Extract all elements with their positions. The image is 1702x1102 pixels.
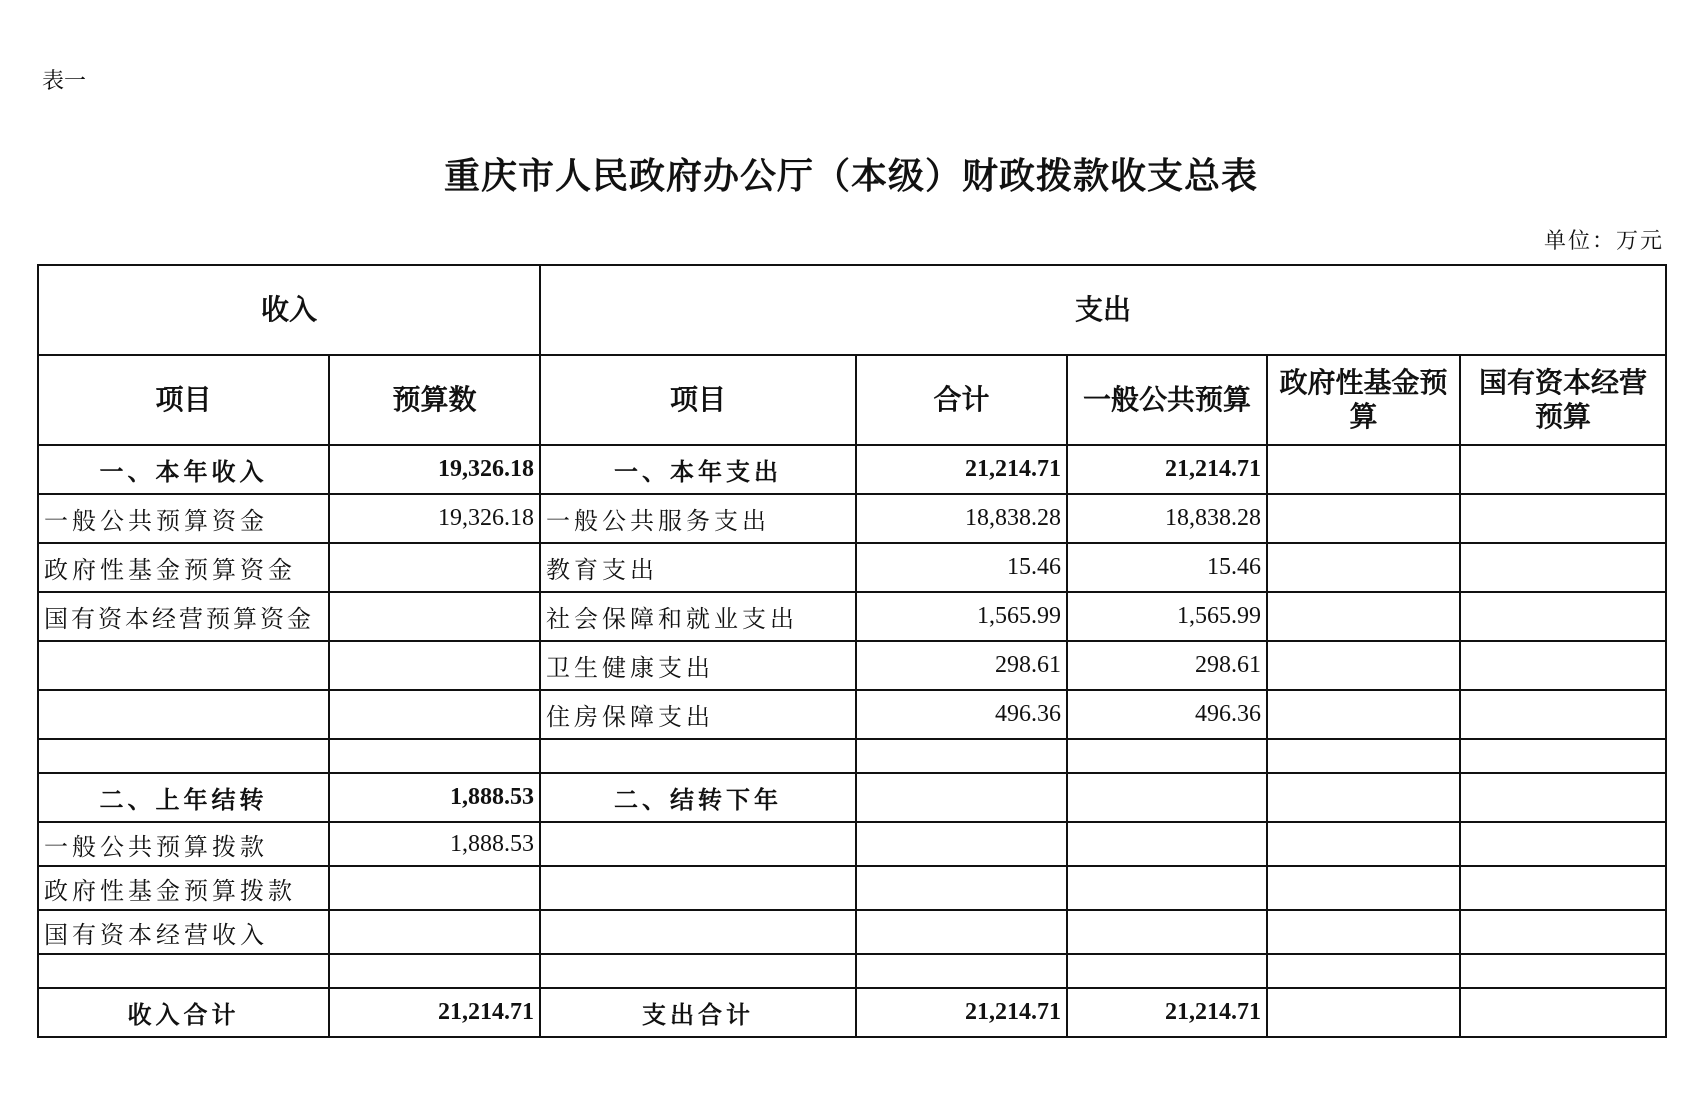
income-value — [329, 690, 540, 739]
expense-state-capital — [1460, 773, 1666, 822]
expense-label: 住房保障支出 — [540, 690, 856, 739]
expense-state-capital — [1460, 690, 1666, 739]
expense-general: 15.46 — [1067, 543, 1267, 592]
expense-gov-fund — [1267, 543, 1460, 592]
expense-item-header: 项目 — [540, 355, 856, 445]
expense-state-capital-header: 国有资本经营预算 — [1460, 355, 1666, 445]
expense-gov-fund — [1267, 641, 1460, 690]
table-row — [38, 543, 1666, 592]
spacer-row — [38, 954, 1666, 988]
expense-general — [1067, 773, 1267, 822]
table-row — [38, 641, 1666, 690]
expense-label: 社会保障和就业支出 — [540, 592, 856, 641]
expense-label: 一、本年支出 — [540, 445, 856, 494]
income-label: 政府性基金预算资金 — [38, 543, 329, 592]
income-label — [38, 641, 329, 690]
income-value: 1,888.53 — [329, 822, 540, 866]
table-row — [38, 910, 1666, 954]
income-value: 19,326.18 — [329, 445, 540, 494]
expense-general: 21,214.71 — [1067, 445, 1267, 494]
expense-state-capital — [1460, 988, 1666, 1037]
expense-total: 15.46 — [856, 543, 1067, 592]
expense-general-header: 一般公共预算 — [1067, 355, 1267, 445]
expense-general: 18,838.28 — [1067, 494, 1267, 543]
expense-state-capital — [1460, 641, 1666, 690]
expense-label: 一般公共服务支出 — [540, 494, 856, 543]
column-header-row — [38, 355, 1666, 445]
expense-label: 二、结转下年 — [540, 773, 856, 822]
expense-total-label: 支出合计 — [540, 988, 856, 1037]
expense-general: 1,565.99 — [1067, 592, 1267, 641]
expense-total-value: 21,214.71 — [856, 988, 1067, 1037]
expense-gov-fund — [1267, 445, 1460, 494]
expense-total — [856, 773, 1067, 822]
table-row — [38, 445, 1666, 494]
income-label: 政府性基金预算拨款 — [38, 866, 329, 910]
table-row — [38, 592, 1666, 641]
totals-row — [38, 988, 1666, 1037]
table-row — [38, 866, 1666, 910]
income-group-header: 收入 — [38, 265, 540, 355]
spacer-row — [38, 739, 1666, 773]
expense-total: 496.36 — [856, 690, 1067, 739]
expense-total: 1,565.99 — [856, 592, 1067, 641]
income-value — [329, 641, 540, 690]
expense-total: 298.61 — [856, 641, 1067, 690]
expense-general-total-value: 21,214.71 — [1067, 988, 1267, 1037]
table-row — [38, 494, 1666, 543]
income-item-header: 项目 — [38, 355, 329, 445]
income-label: 一般公共预算拨款 — [38, 822, 329, 866]
income-total-value: 21,214.71 — [329, 988, 540, 1037]
income-label: 国有资本经营收入 — [38, 910, 329, 954]
income-label: 一般公共预算资金 — [38, 494, 329, 543]
income-value: 19,326.18 — [329, 494, 540, 543]
income-label: 一、本年收入 — [38, 445, 329, 494]
table-row — [38, 822, 1666, 866]
page-title: 重庆市人民政府办公厅（本级）财政拨款收支总表 — [443, 155, 1258, 197]
expense-gov-fund — [1267, 592, 1460, 641]
expense-gov-fund — [1267, 773, 1460, 822]
expense-state-capital — [1460, 494, 1666, 543]
expense-label: 卫生健康支出 — [540, 641, 856, 690]
income-label — [38, 690, 329, 739]
income-label: 国有资本经营预算资金 — [38, 592, 329, 641]
income-total-label: 收入合计 — [38, 988, 329, 1037]
expense-label: 教育支出 — [540, 543, 856, 592]
expense-total-header: 合计 — [856, 355, 1067, 445]
income-value: 1,888.53 — [329, 773, 540, 822]
expense-total: 18,838.28 — [856, 494, 1067, 543]
expense-group-header: 支出 — [540, 265, 1666, 355]
group-header-row — [38, 265, 1666, 355]
expense-gov-fund — [1267, 988, 1460, 1037]
income-budget-header: 预算数 — [329, 355, 540, 445]
unit-label: 单位：万元 — [1543, 229, 1664, 254]
income-value — [329, 592, 540, 641]
budget-summary-table — [37, 264, 1667, 1038]
expense-gov-fund — [1267, 690, 1460, 739]
expense-state-capital — [1460, 592, 1666, 641]
expense-total: 21,214.71 — [856, 445, 1067, 494]
expense-state-capital — [1460, 445, 1666, 494]
table-label: 表一 — [42, 69, 87, 94]
expense-general: 298.61 — [1067, 641, 1267, 690]
table-row — [38, 773, 1666, 822]
table-row — [38, 690, 1666, 739]
income-value — [329, 543, 540, 592]
expense-general: 496.36 — [1067, 690, 1267, 739]
expense-state-capital — [1460, 543, 1666, 592]
income-label: 二、上年结转 — [38, 773, 329, 822]
expense-gov-fund — [1267, 494, 1460, 543]
expense-gov-fund-header: 政府性基金预算 — [1267, 355, 1460, 445]
